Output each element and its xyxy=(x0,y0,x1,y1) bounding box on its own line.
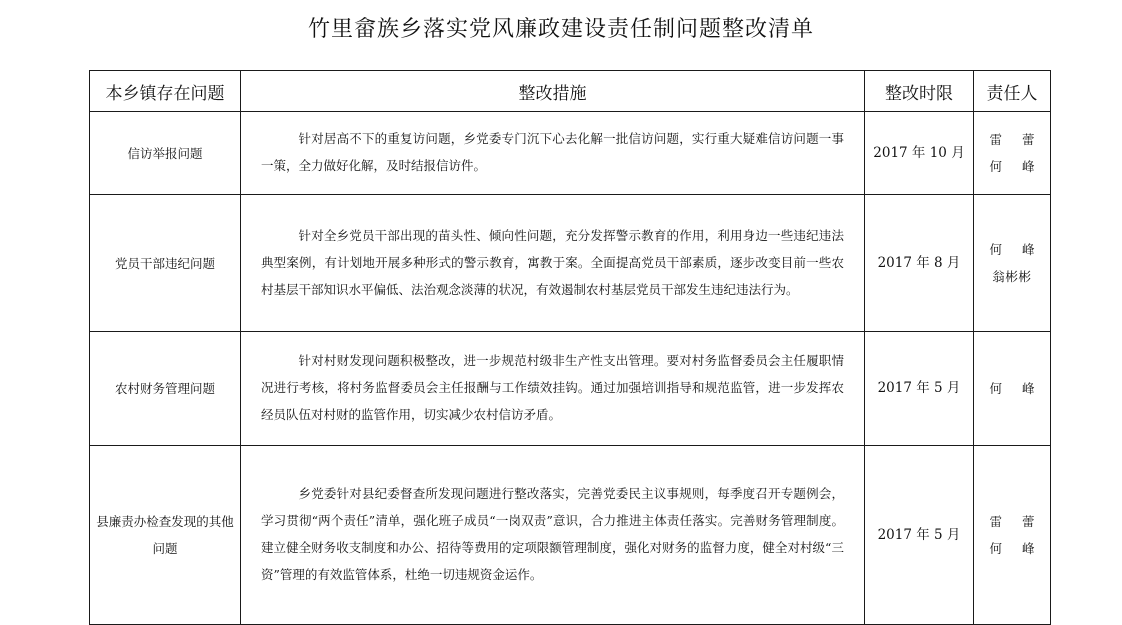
deadline-cell: 2017 年 8 月 xyxy=(865,195,974,332)
issue-cell: 农村财务管理问题 xyxy=(90,332,241,446)
person-name: 何峰 xyxy=(989,541,1055,556)
person-name: 翁彬彬 xyxy=(992,269,1032,284)
person-name: 何峰 xyxy=(989,159,1055,174)
person-cell xyxy=(974,195,1055,332)
issue-cell: 县廉责办检查发现的其他问题 xyxy=(90,446,241,625)
rectification-table xyxy=(89,70,1055,625)
deadline-cell: 2017 年 5 月 xyxy=(865,332,974,446)
person-name: 何峰 xyxy=(989,242,1055,257)
deadline-cell: 2017 年 5 月 xyxy=(865,446,974,625)
measures-text: 针对居高不下的重复访问题，乡党委专门沉下心去化解一批信访问题，实行重大疑难信访问题一事一策，全力做好化解，及时结报信访件。 xyxy=(261,131,844,173)
table-row xyxy=(90,332,1051,446)
table-row xyxy=(90,195,1051,332)
header-measures: 整改措施 xyxy=(241,71,865,112)
issue-cell: 信访举报问题 xyxy=(90,112,241,195)
table-row xyxy=(90,446,1051,625)
deadline-cell: 2017 年 10 月 xyxy=(865,112,974,195)
measures-cell xyxy=(241,195,865,332)
measures-cell xyxy=(241,332,865,446)
measures-cell xyxy=(241,446,865,625)
table-header-row xyxy=(90,71,1051,112)
person-name: 何峰 xyxy=(989,381,1055,396)
measures-text: 针对村财发现问题积极整改，进一步规范村级非生产性支出管理。要对村务监督委员会主任履职情况进行考核，将村务监督委员会主任报酬与工作绩效挂钩。通过加强培训指导和规范监管，进一步发挥农经员队伍对村财的监管作用，切实减少农村信访矛盾。 xyxy=(261,353,844,422)
measures-text: 乡党委针对县纪委督查所发现问题进行整改落实，完善党委民主议事规则，每季度召开专题例会，学习贯彻“两个责任”清单，强化班子成员“一岗双责”意识，合力推进主体责任落实。完善财务管理制度。建立健全财务收支制度和办公、招待等费用的定项限额管理制度，强化对财务的监督力度，健全对村级“三资”管理的有效监管体系，杜绝一切违规资金运作。 xyxy=(261,486,844,582)
person-cell xyxy=(974,112,1055,195)
header-person: 责任人 xyxy=(974,71,1051,112)
table-row xyxy=(90,112,1051,195)
person-cell xyxy=(974,332,1055,446)
page-title: 竹里畲族乡落实党风廉政建设责任制问题整改清单 xyxy=(307,17,814,42)
person-cell xyxy=(974,446,1055,625)
person-name: 雷蕾 xyxy=(989,132,1055,147)
header-issue: 本乡镇存在问题 xyxy=(90,71,241,112)
header-deadline: 整改时限 xyxy=(865,71,974,112)
measures-cell xyxy=(241,112,865,195)
issue-cell: 党员干部违纪问题 xyxy=(90,195,241,332)
person-name: 雷蕾 xyxy=(989,514,1055,529)
measures-text: 针对全乡党员干部出现的苗头性、倾向性问题，充分发挥警示教育的作用，利用身边一些违纪违法典型案例，有计划地开展多种形式的警示教育，寓教于案。全面提高党员干部素质，逐步改变目前一些农村基层干部知识水平偏低、法治观念淡薄的状况，有效遏制农村基层党员干部发生违纪违法行为。 xyxy=(261,227,844,297)
